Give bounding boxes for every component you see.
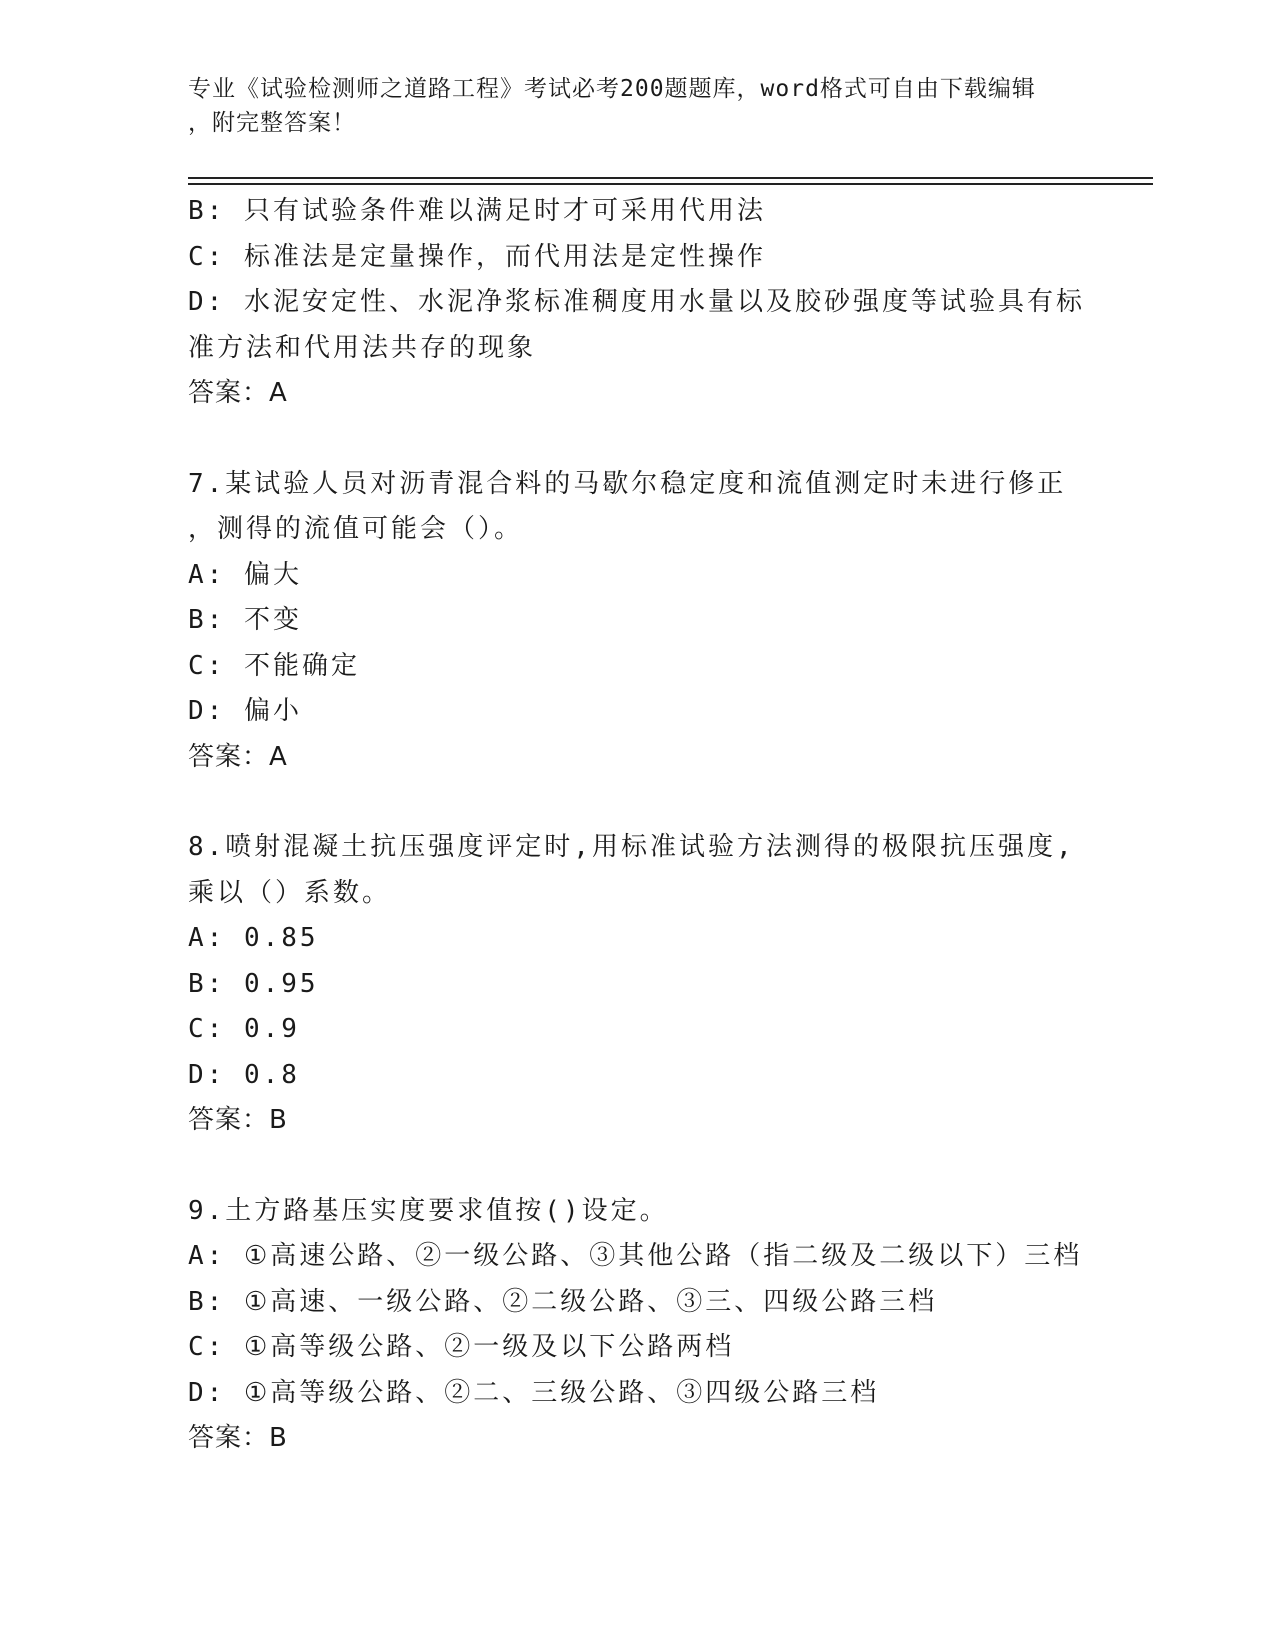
question-stem-continued: ，测得的流值可能会（）。 — [188, 514, 524, 544]
question-7 — [188, 462, 1088, 781]
header-divider-top — [188, 177, 1153, 179]
answer: 答案：B — [188, 1423, 288, 1453]
option-a: A: 偏大 — [188, 559, 302, 590]
question-stem-continued: 乘以（）系数。 — [188, 877, 392, 908]
question-stem: 7.某试验人员对沥青混合料的马歇尔稳定度和流值测定时未进行修正 — [188, 468, 1067, 499]
header-divider-bottom — [188, 183, 1153, 185]
option-d: D: ①高等级公路、②二、三级公路、③四级公路三档 — [188, 1377, 880, 1408]
option-c: C: 0.9 — [188, 1014, 300, 1044]
option-a: A: 0.85 — [188, 923, 319, 953]
document-body — [188, 189, 1088, 1462]
question-stem: 9.土方路基压实度要求值按()设定。 — [188, 1195, 669, 1226]
question-6-tail — [188, 189, 1088, 417]
option-b: B: ①高速、一级公路、②二级公路、③三、四级公路三档 — [188, 1286, 938, 1317]
option-c: C: 不能确定 — [188, 650, 360, 681]
option-b: B: 0.95 — [188, 968, 319, 999]
question-9 — [188, 1189, 1088, 1462]
option-a: A: ①高速公路、②一级公路、③其他公路（指二级及二级以下）三档 — [188, 1241, 1083, 1271]
question-stem: 8.喷射混凝土抗压强度评定时,用标准试验方法测得的极限抗压强度, — [188, 832, 1075, 862]
option-b: B: 不变 — [188, 605, 302, 635]
option-b: B: 只有试验条件难以满足时才可采用代用法 — [188, 196, 766, 226]
option-d-continued: 准方法和代用法共存的现象 — [188, 332, 537, 363]
answer: 答案：A — [188, 741, 288, 772]
header-line-1: 专业《试验检测师之道路工程》考试必考200题题库，word格式可自由下载编辑 — [188, 76, 1036, 102]
option-d: D: 水泥安定性、水泥净浆标准稠度用水量以及胶砂强度等试验具有标 — [188, 287, 1085, 317]
header-line-2: ，附完整答案！ — [188, 110, 356, 136]
document-header — [188, 72, 1078, 140]
option-d: D: 0.8 — [188, 1059, 300, 1090]
option-d: D: 偏小 — [188, 696, 302, 726]
answer: 答案：A — [188, 378, 288, 408]
option-c: C: 标准法是定量操作，而代用法是定性操作 — [188, 241, 766, 272]
answer: 答案：B — [188, 1105, 288, 1135]
option-c: C: ①高等级公路、②一级及以下公路两档 — [188, 1332, 735, 1362]
question-8 — [188, 825, 1088, 1144]
